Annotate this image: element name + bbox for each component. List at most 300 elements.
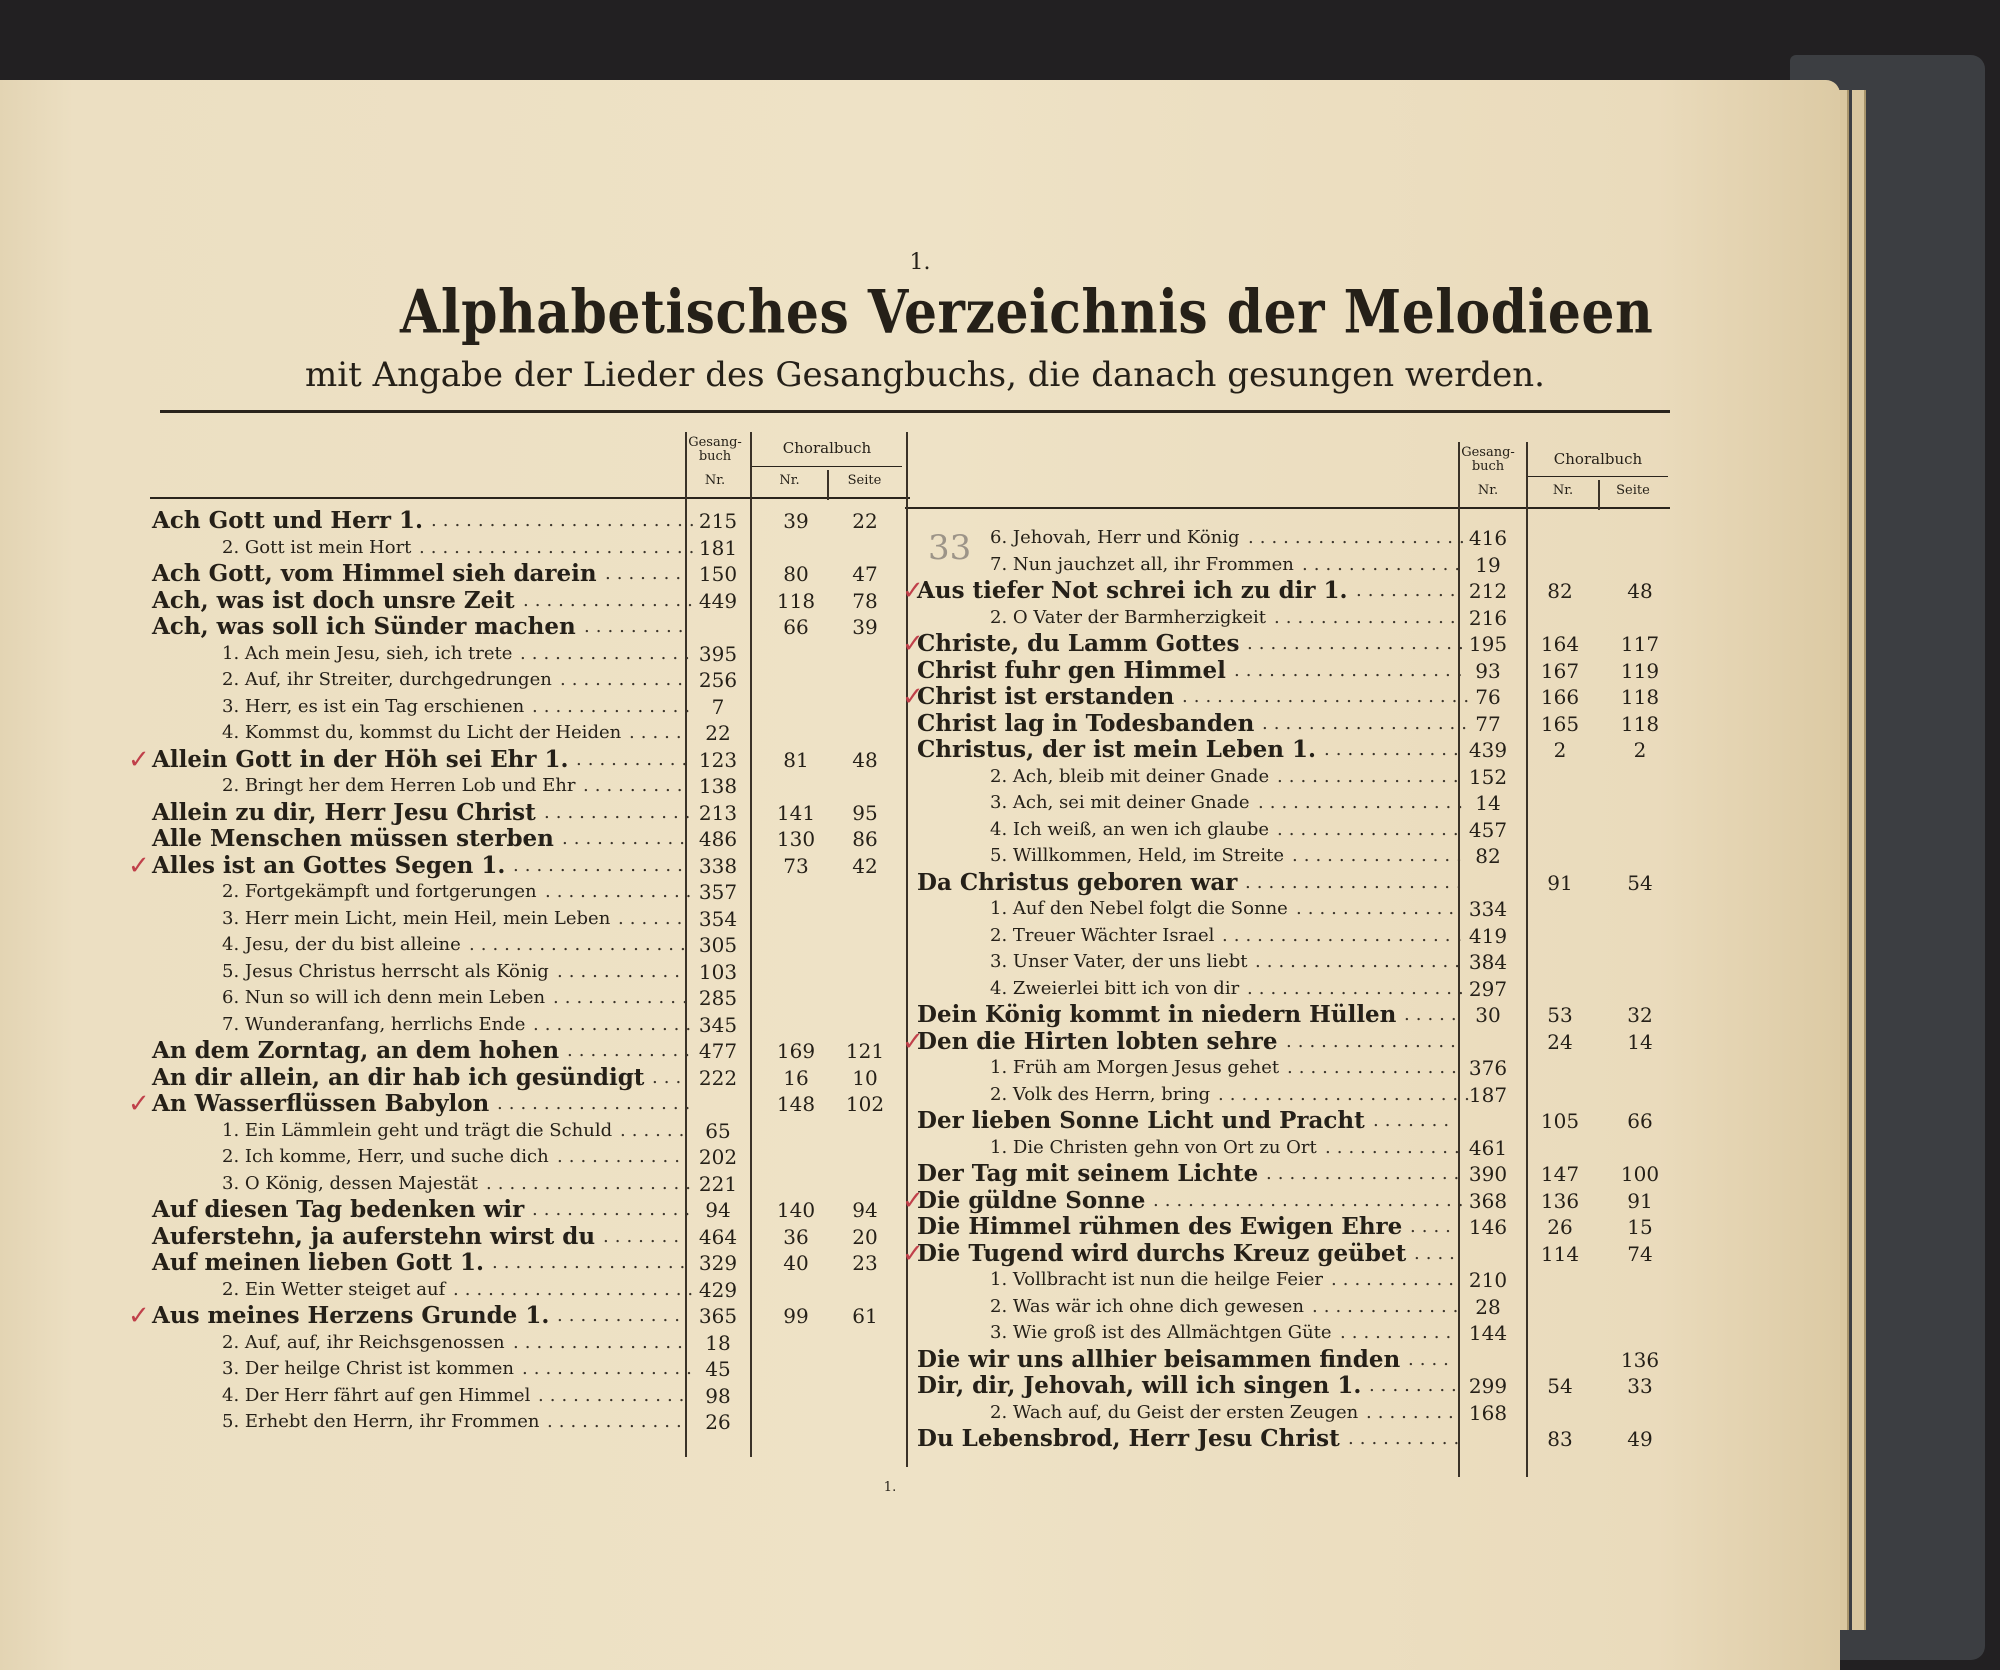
- gesangbuch-number: 77: [1475, 711, 1501, 736]
- title-rule: [160, 410, 1670, 413]
- check-mark-icon: ✓: [902, 1238, 924, 1269]
- hymn-title: 4. Kommst du, kommst du Licht der Heiden: [222, 722, 622, 743]
- dot-leader: ...................: [1247, 977, 1470, 999]
- header-gesangbuch: Gesang-buch: [1461, 445, 1515, 474]
- dot-leader: ..............: [532, 1199, 697, 1220]
- gesangbuch-number: 365: [698, 1304, 738, 1328]
- gesangbuch-number: 195: [1468, 632, 1508, 656]
- index-entry: [0, 525, 2000, 551]
- dot-leader: .............: [1312, 1295, 1465, 1317]
- melody-title: Ach, was ist doch unsre Zeit: [152, 586, 515, 614]
- dot-leader: ...............: [1287, 1057, 1463, 1078]
- choralbuch-page: 78: [852, 588, 878, 613]
- index-entry: [0, 1055, 2000, 1081]
- gesangbuch-number: 7: [711, 694, 725, 719]
- hymn-title: 5. Willkommen, Held, im Streite: [990, 845, 1285, 866]
- index-entry: [0, 605, 2000, 631]
- gesangbuch-number: 76: [1475, 685, 1501, 709]
- hymn-title: 4. Der Herr fährt auf gen Himmel: [222, 1384, 531, 1406]
- choralbuch-number: 16: [783, 1065, 809, 1090]
- gesangbuch-number: 384: [1468, 950, 1508, 974]
- index-entry: [0, 684, 2000, 710]
- choralbuch-number: 166: [1540, 685, 1580, 709]
- gesangbuch-number: 212: [1468, 579, 1508, 603]
- melody-title: Der Tag mit seinem Lichte: [917, 1160, 1259, 1187]
- index-entry: [0, 1185, 2000, 1216]
- check-mark-icon: ✓: [128, 1089, 150, 1119]
- gesangbuch-number: 216: [1468, 605, 1508, 630]
- melody-title: Die Himmel rühmen des Ewigen Ehre: [917, 1213, 1403, 1240]
- dot-leader: .................: [497, 1093, 697, 1114]
- gesangbuch-number: 464: [698, 1224, 738, 1249]
- index-entry: [0, 1214, 2000, 1240]
- gesangbuch-number: 187: [1468, 1082, 1508, 1107]
- index-entry: [0, 1294, 2000, 1320]
- choralbuch-page: 121: [845, 1039, 885, 1063]
- gesangbuch-number: 213: [698, 800, 738, 825]
- melody-title: Die güldne Sonne: [917, 1186, 1146, 1214]
- choralbuch-page: 48: [1627, 579, 1653, 603]
- header-choral-seite: Seite: [847, 473, 882, 488]
- dot-leader: ......................: [1218, 1083, 1476, 1105]
- index-entry: [0, 1373, 2000, 1399]
- page-subtitle: mit Angabe der Lieder des Gesangbuchs, die danach gesungen werden.: [304, 355, 1545, 395]
- index-entry: [0, 1267, 2000, 1293]
- dot-leader: ...............: [513, 1331, 689, 1353]
- gesangbuch-number: 390: [1468, 1162, 1508, 1186]
- dot-leader: ..........: [576, 748, 694, 770]
- dot-leader: ...........: [557, 1146, 686, 1167]
- dot-leader: .....: [1404, 1004, 1463, 1025]
- index-entry: [0, 817, 2000, 843]
- choralbuch-page: 95: [852, 800, 878, 825]
- gesangbuch-number: 45: [705, 1357, 731, 1381]
- choralbuch-number: 39: [783, 509, 809, 533]
- choralbuch-number: 73: [783, 853, 809, 878]
- dot-leader: ...............: [520, 642, 696, 664]
- dot-leader: ....: [1410, 1216, 1457, 1237]
- choralbuch-number: 91: [1547, 870, 1573, 895]
- dot-leader: ....: [1408, 1348, 1455, 1370]
- hymn-title: 3. Der heilge Christ ist kommen: [222, 1358, 514, 1379]
- gesangbuch-number: 416: [1468, 526, 1508, 550]
- gesangbuch-number: 395: [698, 641, 738, 666]
- header-gesangbuch-nr: Nr.: [1477, 483, 1499, 498]
- header-choral-nr: Nr.: [1552, 483, 1574, 498]
- gesangbuch-number: 419: [1468, 923, 1508, 948]
- dot-leader: ...................: [1245, 871, 1468, 893]
- index-entry: [0, 896, 2000, 922]
- dot-leader: ........: [1366, 1401, 1460, 1423]
- dot-leader: ...........: [1331, 1269, 1460, 1290]
- melody-title: An Wasserflüssen Babylon: [152, 1090, 490, 1117]
- melody-title: Allein Gott in der Höh sei Ehr 1.: [152, 745, 569, 773]
- dot-leader: ..........: [1340, 1322, 1458, 1343]
- dot-leader: ..............: [533, 1013, 698, 1035]
- gesangbuch-number: 202: [698, 1145, 738, 1169]
- hymn-title: 2. Auf, ihr Streiter, durchgedrungen: [222, 669, 552, 690]
- gesangbuch-number: 22: [705, 721, 731, 745]
- header-gesangbuch: Gesang-buch: [688, 435, 742, 464]
- dot-leader: ..........: [1348, 1428, 1466, 1449]
- hymn-title: 5. Jesus Christus herrscht als König: [222, 960, 549, 982]
- dot-leader: .........................: [1182, 686, 1476, 707]
- gesangbuch-number: 461: [1468, 1135, 1508, 1160]
- gesangbuch-number: 299: [1468, 1374, 1508, 1398]
- gesangbuch-number: 14: [1475, 791, 1501, 815]
- page-title: Alphabetisches Verzeichnis der Melodieen: [400, 277, 1654, 348]
- gesangbuch-number: 103: [698, 959, 738, 984]
- dot-leader: .....................: [453, 1278, 700, 1300]
- page-number: 1.: [909, 250, 931, 275]
- dot-leader: .....: [629, 722, 688, 743]
- index-entry: [0, 1347, 2000, 1373]
- hymn-title: 3. Herr, es ist ein Tag erschienen: [222, 695, 525, 717]
- gesangbuch-number: 376: [1468, 1056, 1508, 1080]
- hymn-title: 2. Was wär ich ohne dich gewesen: [990, 1295, 1304, 1317]
- gesangbuch-number: 98: [705, 1383, 731, 1408]
- index-entry: [0, 1002, 2000, 1028]
- gesangbuch-number: 297: [1468, 976, 1508, 1001]
- gesangbuch-number: 146: [1468, 1215, 1508, 1239]
- melody-title: Der lieben Sonne Licht und Pracht: [917, 1107, 1365, 1134]
- dot-leader: ............: [547, 1411, 688, 1432]
- melody-title: An dem Zorntag, an dem hohen: [152, 1037, 560, 1064]
- dot-leader: ..................: [1262, 712, 1473, 734]
- index-entry: [0, 658, 2000, 684]
- dot-leader: ...............: [513, 854, 689, 876]
- choralbuch-page: 2: [1633, 738, 1647, 762]
- header-subrule: [1528, 476, 1668, 477]
- dot-leader: .............: [544, 801, 697, 823]
- hymn-title: 2. Auf, auf, ihr Reichsgenossen: [222, 1331, 505, 1353]
- index-entry: [0, 1108, 2000, 1134]
- index-entry: [0, 711, 2000, 737]
- hymn-title: 2. Bringt her dem Herren Lob und Ehr: [222, 775, 576, 796]
- index-entry: [0, 923, 2000, 949]
- choralbuch-number: 114: [1540, 1241, 1580, 1266]
- dot-leader: .................: [1266, 1163, 1466, 1184]
- choralbuch-page: 118: [1620, 711, 1660, 736]
- dot-leader: ..................: [1258, 792, 1469, 813]
- gesangbuch-number: 18: [705, 1330, 731, 1355]
- dot-leader: .............: [545, 881, 698, 902]
- index-entry: [0, 843, 2000, 869]
- pencil-note: 33: [928, 528, 972, 568]
- choralbuch-number: 167: [1540, 658, 1580, 683]
- dot-leader: ...........: [567, 1040, 696, 1061]
- gesangbuch-number: 305: [698, 933, 738, 957]
- dot-leader: ...........................: [1153, 1189, 1470, 1211]
- gesangbuch-number: 368: [1468, 1188, 1508, 1213]
- hymn-title: 2. Fortgekämpft und fortgerungen: [222, 881, 537, 902]
- choralbuch-page: 20: [852, 1224, 878, 1249]
- dot-leader: .......: [603, 1225, 686, 1247]
- choralbuch-page: 100: [1620, 1162, 1660, 1186]
- choralbuch-number: 82: [1547, 579, 1573, 603]
- hymn-title: 2. Gott ist mein Hort: [222, 536, 412, 558]
- header-subrule: [752, 466, 902, 467]
- dot-leader: ......: [618, 907, 689, 929]
- gesangbuch-number: 123: [698, 747, 738, 772]
- choralbuch-number: 53: [1547, 1003, 1573, 1027]
- gesangbuch-number: 457: [1468, 817, 1508, 842]
- dot-leader: ................: [1277, 765, 1465, 787]
- header-choralbuch: Choralbuch: [782, 439, 872, 457]
- melody-title: Christe, du Lamm Gottes: [917, 630, 1240, 657]
- hymn-title: 1. Vollbracht ist nun die heilge Feier: [990, 1269, 1324, 1290]
- choralbuch-page: 23: [852, 1251, 878, 1275]
- choralbuch-page: 91: [1627, 1188, 1653, 1213]
- hymn-title: 2. Ich komme, Herr, und suche dich: [222, 1146, 549, 1167]
- choralbuch-page: 33: [1627, 1374, 1653, 1398]
- melody-title: Ach, was soll ich Sünder machen: [152, 613, 576, 640]
- index-entry: [0, 1161, 2000, 1187]
- hymn-title: 1. Früh am Morgen Jesus gehet: [990, 1057, 1280, 1078]
- melody-title: Du Lebensbrod, Herr Jesu Christ: [917, 1425, 1340, 1452]
- index-entry: [0, 631, 2000, 657]
- hymn-title: 4. Ich weiß, an wen ich glaube: [990, 818, 1270, 840]
- hymn-title: 3. Herr mein Licht, mein Heil, mein Leben: [222, 907, 611, 929]
- dot-leader: ............: [1325, 1136, 1466, 1158]
- hymn-title: 7. Nun jauchzet all, ihr Frommen: [990, 553, 1294, 575]
- hymn-title: 6. Nun so will ich denn mein Leben: [222, 987, 546, 1008]
- choralbuch-number: 40: [783, 1251, 809, 1275]
- hymn-title: 3. Unser Vater, der uns liebt: [990, 951, 1248, 972]
- dot-leader: ...: [652, 1066, 688, 1088]
- index-entry: [0, 1082, 2000, 1108]
- choralbuch-number: 140: [776, 1198, 816, 1222]
- melody-title: Ach Gott, vom Himmel sieh darein: [152, 560, 597, 587]
- index-entry: [0, 949, 2000, 975]
- hymn-title: 2. O Vater der Barmherzigkeit: [990, 606, 1266, 628]
- melody-title: Christus, der ist mein Leben 1.: [917, 736, 1316, 763]
- gesangbuch-number: 329: [698, 1251, 738, 1275]
- gesangbuch-number: 30: [1475, 1003, 1501, 1027]
- check-mark-icon: ✓: [128, 1301, 150, 1331]
- melody-title: Alle Menschen müssen sterben: [152, 825, 554, 852]
- gesangbuch-number: 222: [698, 1065, 738, 1090]
- melody-title: Allein zu dir, Herr Jesu Christ: [152, 798, 536, 826]
- hymn-title: 2. Wach auf, du Geist der ersten Zeugen: [990, 1401, 1359, 1423]
- check-mark-icon: ✓: [902, 629, 924, 659]
- index-entry: [0, 578, 2000, 604]
- choralbuch-page: 15: [1627, 1215, 1653, 1239]
- header-gesangbuch-nr: Nr.: [704, 473, 726, 488]
- hymn-title: 6. Jehovah, Herr und König: [990, 527, 1240, 548]
- choralbuch-page: 22: [852, 509, 878, 533]
- melody-title: Christ lag in Todesbanden: [917, 709, 1255, 737]
- dot-leader: ....: [1414, 1242, 1461, 1264]
- dot-leader: .............: [538, 1384, 691, 1406]
- choralbuch-number: 169: [776, 1039, 816, 1063]
- gesangbuch-number: 439: [1468, 738, 1508, 762]
- choralbuch-page: 49: [1627, 1427, 1653, 1451]
- dot-leader: ...........: [557, 1305, 686, 1326]
- choralbuch-page: 66: [1627, 1109, 1653, 1133]
- hymn-title: 4. Jesu, der du bist alleine: [222, 934, 461, 955]
- gesangbuch-number: 256: [698, 668, 738, 692]
- check-mark-icon: ✓: [128, 744, 150, 775]
- gesangbuch-number: 357: [698, 880, 738, 904]
- gesangbuch-number: 449: [698, 588, 738, 613]
- dot-leader: ..................: [1255, 951, 1466, 972]
- choralbuch-number: 118: [776, 588, 816, 613]
- choralbuch-number: 130: [776, 827, 816, 851]
- dot-leader: .........: [584, 616, 690, 637]
- choralbuch-page: 14: [1627, 1029, 1653, 1054]
- choralbuch-page: 54: [1627, 870, 1653, 895]
- header-choral-seite: Seite: [1616, 483, 1650, 498]
- melody-title: Da Christus geboren war: [917, 868, 1238, 896]
- choralbuch-page: 32: [1627, 1003, 1653, 1027]
- hymn-title: 7. Wunderanfang, herrlichs Ende: [222, 1013, 526, 1035]
- choralbuch-page: 136: [1620, 1347, 1660, 1372]
- choralbuch-number: 81: [783, 747, 809, 772]
- hymn-title: 1. Auf den Nebel folgt die Sonne: [990, 898, 1288, 919]
- hymn-title: 2. Treuer Wächter Israel: [990, 924, 1215, 946]
- gesangbuch-number: 345: [698, 1012, 738, 1037]
- dot-leader: .......: [1373, 1110, 1456, 1131]
- index-entry: [0, 976, 2000, 1002]
- melody-title: Dir, dir, Jehovah, will ich singen 1.: [917, 1372, 1362, 1399]
- melody-title: Dein König kommt in niedern Hüllen: [917, 1001, 1397, 1028]
- gesangbuch-number: 19: [1475, 552, 1501, 577]
- dot-leader: ...........: [560, 669, 689, 690]
- gesangbuch-number: 28: [1475, 1294, 1501, 1319]
- gesangbuch-number: 477: [698, 1039, 738, 1063]
- melody-title: An dir allein, an dir hab ich gesündigt: [152, 1063, 645, 1091]
- gesangbuch-number: 93: [1475, 658, 1501, 683]
- choralbuch-page: 118: [1620, 685, 1660, 709]
- column-rule: [827, 470, 829, 500]
- gesangbuch-number: 334: [1468, 897, 1508, 921]
- hymn-title: 1. Ein Lämmlein geht und trägt die Schuld: [222, 1119, 613, 1141]
- dot-leader: .........: [583, 775, 689, 796]
- melody-title: Aus meines Herzens Grunde 1.: [152, 1302, 550, 1329]
- dot-leader: .....................: [1222, 924, 1469, 946]
- melody-title: Ach Gott und Herr 1.: [152, 507, 423, 534]
- check-mark-icon: ✓: [902, 1026, 924, 1057]
- dot-leader: .......: [605, 563, 688, 584]
- dot-leader: ..............: [1302, 553, 1467, 575]
- dot-leader: ......: [620, 1119, 691, 1141]
- dot-leader: ....................: [1234, 659, 1469, 681]
- gesangbuch-number: 215: [698, 509, 738, 533]
- melody-title: Alles ist an Gottes Segen 1.: [152, 851, 506, 879]
- dot-leader: .................: [492, 1252, 692, 1273]
- choralbuch-number: 147: [1540, 1162, 1580, 1186]
- choralbuch-number: 99: [783, 1304, 809, 1328]
- index-entry: [0, 764, 2000, 790]
- choralbuch-page: 42: [852, 853, 878, 878]
- gesangbuch-number: 26: [705, 1410, 731, 1434]
- hymn-title: 4. Zweierlei bitt ich von dir: [990, 977, 1240, 999]
- column-rule: [1598, 480, 1600, 510]
- bottom-mark: 1.: [883, 1480, 897, 1495]
- hymn-title: 5. Erhebt den Herrn, ihr Frommen: [222, 1411, 540, 1432]
- gesangbuch-number: 354: [698, 906, 738, 931]
- gesangbuch-number: 338: [698, 853, 738, 878]
- check-mark-icon: ✓: [128, 850, 150, 881]
- gesangbuch-number: 210: [1468, 1268, 1508, 1292]
- choralbuch-page: 39: [852, 615, 878, 639]
- gesangbuch-number: 144: [1468, 1321, 1508, 1345]
- check-mark-icon: ✓: [902, 576, 924, 606]
- gesangbuch-number: 65: [705, 1118, 731, 1143]
- dot-leader: ................: [1274, 606, 1462, 628]
- choralbuch-number: 141: [776, 800, 816, 825]
- hymn-title: 3. O König, dessen Majestät: [222, 1172, 478, 1194]
- gesangbuch-number: 168: [1468, 1400, 1508, 1425]
- choralbuch-page: 10: [852, 1065, 878, 1090]
- index-entry: [0, 1135, 2000, 1161]
- index-entry: [0, 1426, 2000, 1452]
- choralbuch-number: 66: [783, 615, 809, 639]
- choralbuch-page: 48: [852, 747, 878, 772]
- index-entry: [0, 790, 2000, 816]
- melody-title: Auf diesen Tag bedenken wir: [152, 1196, 525, 1223]
- dot-leader: ...........: [562, 828, 691, 849]
- melody-title: Die wir uns allhier beisammen finden: [917, 1345, 1401, 1373]
- hymn-title: 3. Ach, sei mit deiner Gnade: [990, 792, 1250, 813]
- melody-title: Auferstehn, ja auferstehn wirst du: [152, 1222, 596, 1250]
- choralbuch-number: 24: [1547, 1029, 1573, 1054]
- dot-leader: ............: [553, 987, 694, 1008]
- dot-leader: .......................: [431, 510, 701, 531]
- choralbuch-page: 86: [852, 827, 878, 851]
- dot-leader: ...........: [557, 960, 686, 982]
- dot-leader: ........................: [419, 536, 701, 558]
- check-mark-icon: ✓: [902, 682, 924, 712]
- header-choralbuch: Choralbuch: [1553, 450, 1643, 468]
- dot-leader: ...............: [1292, 845, 1468, 866]
- hymn-title: 2. Ein Wetter steiget auf: [222, 1278, 446, 1300]
- dot-leader: ............: [1324, 739, 1465, 760]
- choralbuch-page: 94: [852, 1198, 878, 1222]
- index-entry: [0, 1320, 2000, 1346]
- hymn-title: 3. Wie groß ist des Allmächtgen Güte: [990, 1322, 1332, 1343]
- gesangbuch-number: 429: [698, 1277, 738, 1302]
- hymn-title: 1. Ach mein Jesu, sieh, ich trete: [222, 642, 513, 664]
- choralbuch-page: 74: [1627, 1241, 1653, 1266]
- dot-leader: ........: [1369, 1375, 1463, 1396]
- choralbuch-page: 47: [852, 562, 878, 586]
- index-entry: [0, 737, 2000, 763]
- dot-leader: ...............: [523, 589, 699, 611]
- dot-leader: ...............: [1286, 1030, 1462, 1052]
- dot-leader: ..................: [486, 1172, 697, 1194]
- index-entry: [0, 1026, 2000, 1057]
- gesangbuch-number: 82: [1475, 844, 1501, 868]
- melody-title: Die Tugend wird durchs Kreuz geübet: [917, 1239, 1407, 1267]
- index-entry: [0, 552, 2000, 578]
- choralbuch-page: 117: [1620, 632, 1660, 656]
- gesangbuch-number: 138: [698, 774, 738, 798]
- melody-title: Christ fuhr gen Himmel: [917, 656, 1226, 684]
- choralbuch-page: 102: [845, 1092, 885, 1116]
- choralbuch-number: 83: [1547, 1427, 1573, 1451]
- index-entry: [0, 870, 2000, 896]
- choralbuch-page: 119: [1620, 658, 1660, 683]
- header-rule: [150, 497, 910, 499]
- melody-title: Aus tiefer Not schrei ich zu dir 1.: [917, 577, 1348, 604]
- gesangbuch-number: 486: [698, 827, 738, 851]
- choralbuch-page: 61: [852, 1304, 878, 1328]
- hymn-title: 2. Volk des Herrn, bring: [990, 1083, 1211, 1105]
- dot-leader: ...............: [522, 1358, 698, 1379]
- gesangbuch-number: 285: [698, 986, 738, 1010]
